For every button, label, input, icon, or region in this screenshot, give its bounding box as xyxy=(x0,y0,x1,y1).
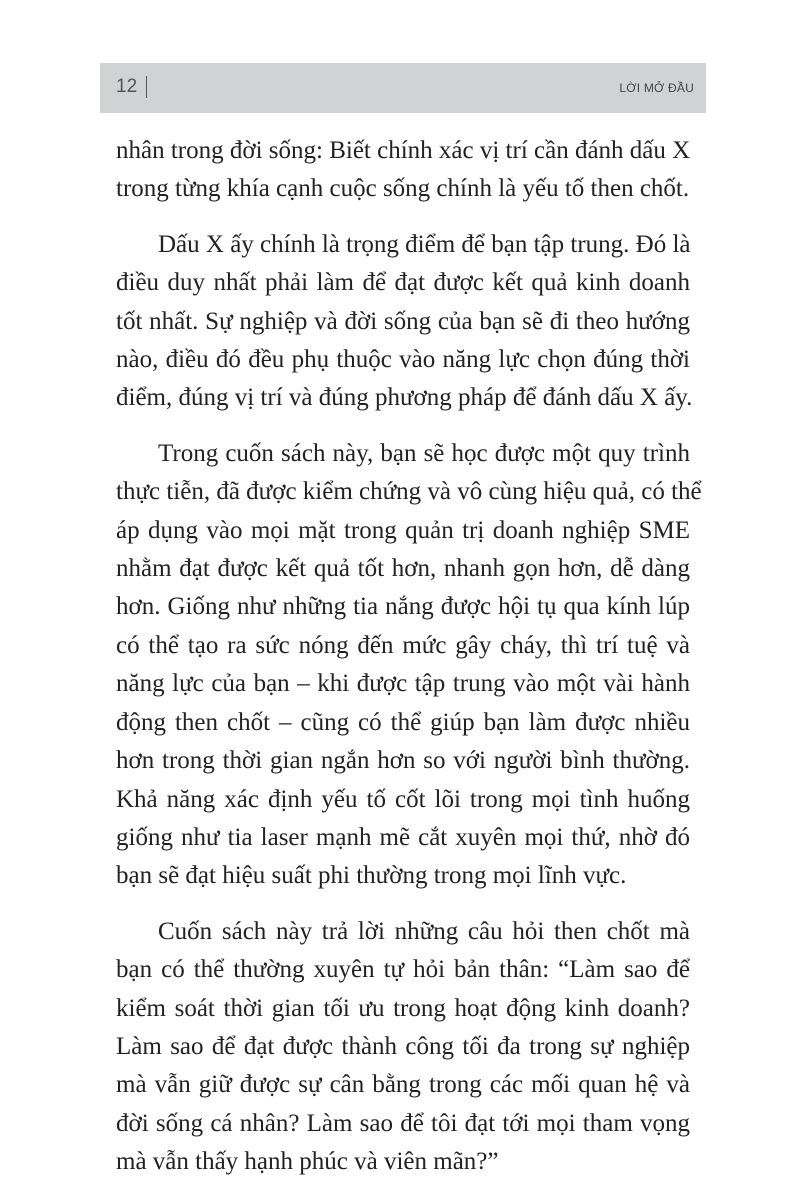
running-header xyxy=(100,63,706,113)
header-divider xyxy=(146,76,147,98)
text-line: động then chốt – cũng có thể giúp bạn làm được nhiều xyxy=(116,708,690,736)
text-line: điểm, đúng vị trí và đúng phương pháp để đánh dấu X ấy. xyxy=(116,384,693,412)
paragraph xyxy=(116,226,693,418)
text-line: trong từng khía cạnh cuộc sống chính là yếu tố then chốt. xyxy=(116,175,690,203)
text-line: tốt nhất. Sự nghiệp và đời sống của bạn sẽ đi theo hướng xyxy=(116,307,690,335)
text-line: năng lực của bạn – khi được tập trung vào một vài hành xyxy=(116,670,690,698)
text-line: giống như tia laser mạnh mẽ cắt xuyên mọi thứ, nhờ đó xyxy=(116,823,690,851)
paragraph xyxy=(116,132,690,209)
paragraph xyxy=(116,913,690,1182)
text-line: hơn trong thời gian ngắn hơn so với người bình thường. xyxy=(116,747,690,775)
text-line: Dấu X ấy chính là trọng điểm để bạn tập trung. Đó là xyxy=(158,230,691,258)
text-line: bạn sẽ đạt hiệu suất phi thường trong mọi lĩnh vực. xyxy=(116,862,627,890)
text-line: điều duy nhất phải làm để đạt được kết quả kinh doanh xyxy=(116,269,690,297)
text-line: mà vẫn thấy hạnh phúc và viên mãn?” xyxy=(116,1148,499,1176)
text-line: Trong cuốn sách này, bạn sẽ học được một quy trình xyxy=(158,439,690,467)
text-line: có thể tạo ra sức nóng đến mức gây cháy, thì trí tuệ và xyxy=(116,631,690,659)
text-line: nhân trong đời sống: Biết chính xác vị trí cần đánh dấu X xyxy=(116,137,691,164)
paragraph xyxy=(116,435,702,896)
text-line: Cuốn sách này trả lời những câu hỏi then chốt mà xyxy=(158,917,690,945)
text-line: nào, điều đó đều phụ thuộc vào năng lực chọn đúng thời xyxy=(116,346,690,374)
page-body xyxy=(116,132,702,1199)
text-line: kiểm soát thời gian tối ưu trong hoạt động kinh doanh? xyxy=(116,994,690,1022)
chapter-title: LỜI MỞ ĐẦU xyxy=(619,81,694,95)
text-line: hơn. Giống như những tia nắng được hội tụ qua kính lúp xyxy=(116,593,690,621)
text-line: áp dụng vào mọi mặt trong quản trị doanh nghiệp SME xyxy=(116,516,690,544)
text-line: mà vẫn giữ được sự cân bằng trong các mối quan hệ và xyxy=(116,1071,690,1099)
text-line: đời sống cá nhân? Làm sao để tôi đạt tới mọi tham vọng xyxy=(116,1109,690,1137)
text-line: bạn có thể thường xuyên tự hỏi bản thân: “Làm sao để xyxy=(116,956,690,984)
text-line: Làm sao để đạt được thành công tối đa trong sự nghiệp xyxy=(116,1032,690,1060)
text-line: nhằm đạt được kết quả tốt hơn, nhanh gọn hơn, dễ dàng xyxy=(116,555,690,583)
text-line: thực tiễn, đã được kiểm chứng và vô cùng hiệu quả, có thể xyxy=(116,478,702,506)
page-number: 12 xyxy=(116,76,138,97)
text-line: Khả năng xác định yếu tố cốt lõi trong mọi tình huống xyxy=(116,785,690,813)
